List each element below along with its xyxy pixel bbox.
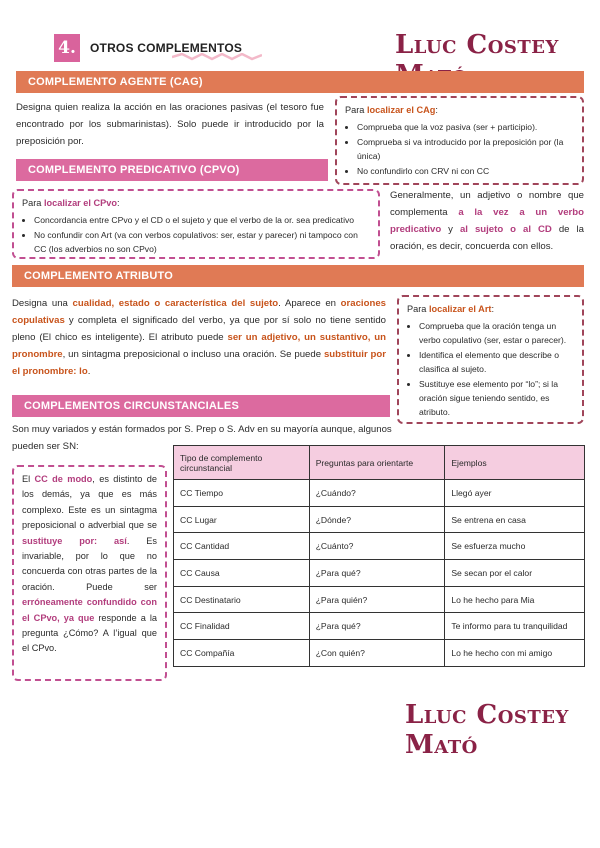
table-row	[174, 506, 585, 533]
atributo-box-title: Para localizar el Art:	[407, 304, 495, 314]
table-cell: CC Tiempo	[174, 480, 310, 507]
list-item: • Comprueba que la voz pasiva (ser + participio).	[357, 120, 574, 134]
table-cell: CC Cantidad	[174, 533, 310, 560]
author-name: Lluc Costey	[395, 30, 559, 60]
author-signature: Lluc Costey Mató	[405, 700, 569, 760]
cc-section-bar: COMPLEMENTOS CIRCUNSTANCIALES	[12, 395, 390, 417]
table-header-row	[174, 446, 585, 480]
table-cell: CC Lugar	[174, 506, 310, 533]
table-cell: Te informo para tu tranquilidad	[445, 613, 585, 640]
list-item: • Concordancia entre CPvo y el CD o el sujeto y que el verbo de la or. sea predicativo	[34, 213, 370, 227]
list-item: • Comprueba si va introducido por la preposición por (la única)	[357, 135, 574, 163]
table-row	[174, 480, 585, 507]
table-cell: Se esfuerza mucho	[445, 533, 585, 560]
cc-table	[173, 445, 585, 667]
cag-section-bar: COMPLEMENTO AGENTE (CAG)	[16, 71, 584, 93]
list-item: • Identifica el elemento que describe o clasifica al sujeto.	[419, 348, 574, 376]
table-cell: ¿Cuánto?	[309, 533, 445, 560]
table-row	[174, 560, 585, 587]
list-item: • Sustituye ese elemento por “lo”; si la oración sigue teniendo sentido, es atributo.	[419, 377, 574, 419]
table-cell: CC Finalidad	[174, 613, 310, 640]
section-number: 4.	[54, 34, 80, 62]
table-cell: CC Causa	[174, 560, 310, 587]
cag-description: Designa quien realiza la acción en las oraciones pasivas (el tesoro fue encontrado por los submarinistas). Solo puede ir introducido por la preposición por.	[16, 102, 324, 147]
page-title: OTROS COMPLEMENTOS	[90, 41, 243, 55]
table-row	[174, 533, 585, 560]
table-row	[174, 613, 585, 640]
cpvo-box-title: Para localizar el CPvo:	[22, 198, 120, 208]
table-cell: ¿Para quién?	[309, 586, 445, 613]
atributo-section-bar: COMPLEMENTO ATRIBUTO	[12, 265, 584, 287]
list-item: • No confundirlo con CRV ni con CC	[357, 164, 574, 178]
table-cell: Llegó ayer	[445, 480, 585, 507]
cag-locate-box	[335, 96, 584, 185]
table-cell: ¿Dónde?	[309, 506, 445, 533]
cc-modo-box: El CC de modo, es distinto de los demás, ya que es más complexo. Este es un sintagma preposicional o adverbial que se sustituye por: así. Es invariable, por lo que no concuerda con otras partes de la oración. Puede ser erróneamente confundido con el CPvo, ya que responde a la pregunta ¿Cómo? A l’igual que el CPvo.	[12, 465, 167, 681]
table-cell: ¿Cuándo?	[309, 480, 445, 507]
table-header-cell: Ejemplos	[445, 446, 585, 480]
cc-intro: Son muy variados y están formados por S. Prep o S. Adv en su mayoría aunque, algunos pueden ser SN:	[12, 424, 392, 452]
table-cell: CC Compañía	[174, 640, 310, 667]
table-cell: Lo he hecho para Mia	[445, 586, 585, 613]
cpvo-locate-box	[12, 189, 380, 259]
atributo-description: Designa una cualidad, estado o característica del sujeto. Aparece en oraciones copulativas y completa el significado del verbo, ya que por sí solo no tiene sentido pleno (El chico es inteligente). El atributo puede ser un adjetivo, un sustantivo, un pronombre, un sintagma preposicional o incluso una oración. Se puede substituir por el pronombre: lo.	[12, 298, 387, 377]
table-cell: Se secan por el calor	[445, 560, 585, 587]
cag-box-title: Para localizar el CAg:	[345, 105, 438, 115]
decorative-wave	[172, 53, 262, 61]
table-header-cell: Preguntas para orientarte	[309, 446, 445, 480]
atributo-locate-box	[397, 295, 584, 424]
table-row	[174, 586, 585, 613]
list-item: • Comprueba que la oración tenga un verbo copulativo (ser, estar o parecer).	[419, 319, 574, 347]
table-cell: Se entrena en casa	[445, 506, 585, 533]
table-row	[174, 640, 585, 667]
table-cell: Lo he hecho con mi amigo	[445, 640, 585, 667]
table-header-cell: Tipo de complemento circunstancial	[174, 446, 310, 480]
cpvo-description: Generalmente, un adjetivo o nombre que complementa a la vez a un verbo predicativo y al sujeto o al CD de la oración, es decir, concuerda con ellos.	[390, 190, 584, 252]
table-cell: CC Destinatario	[174, 586, 310, 613]
cpvo-section-bar: COMPLEMENTO PREDICATIVO (CPVO)	[16, 159, 328, 181]
table-cell: ¿Para qué?	[309, 560, 445, 587]
table-cell: ¿Con quién?	[309, 640, 445, 667]
table-cell: ¿Para qué?	[309, 613, 445, 640]
list-item: • No confundir con Art (va con verbos copulativos: ser, estar y parecer) ni tampoco con CC (los adverbios no son CPvo)	[34, 228, 370, 256]
